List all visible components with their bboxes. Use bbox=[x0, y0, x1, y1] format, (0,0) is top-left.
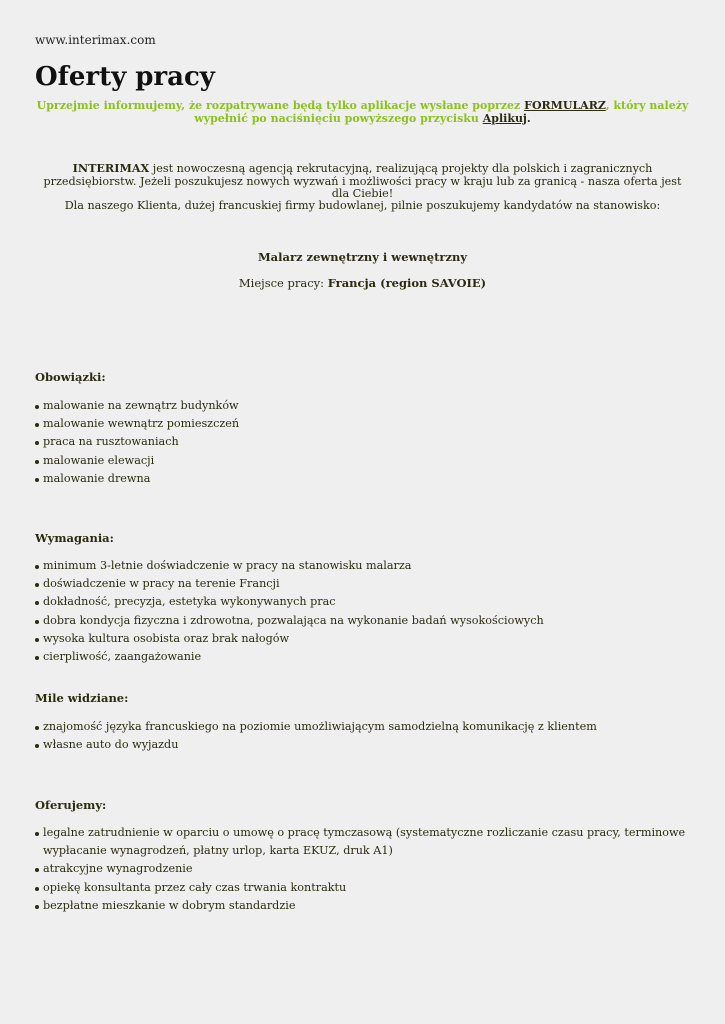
job-position: Malarz zewnętrzny i wewnętrzny bbox=[257, 250, 468, 264]
list-item: malowanie wewnątrz pomieszczeń bbox=[35, 415, 690, 433]
list-item: bezpłatne mieszkanie w dobrym standardzie bbox=[35, 897, 690, 915]
list-item: praca na rusztowaniach bbox=[35, 433, 690, 451]
location-value: Francja (region SAVOIE) bbox=[327, 276, 487, 290]
list-item: wysoka kultura osobista oraz brak nałogów bbox=[35, 630, 690, 648]
location-label: Miejsce pracy: bbox=[238, 276, 328, 290]
list-item: minimum 3-letnie doświadczenie w pracy na stanowisku malarza bbox=[35, 557, 690, 575]
notice-text-before: Uprzejmie informujemy, że rozpatrywane będą tylko aplikacje wysłane poprzez bbox=[36, 99, 525, 112]
apply-link[interactable]: Aplikuj bbox=[482, 111, 527, 125]
notice-text-end: . bbox=[526, 111, 531, 125]
application-notice bbox=[35, 100, 690, 125]
intro-text: jest nowoczesną agencją rekrutacyjną, realizującą projekty dla polskich i zagranicznych przedsiębiorstw. Jeżeli poszukujesz nowych wyzwań i możliwości pracy w kraju lub za granicą - nasza oferta jest dla Ciebie! bbox=[43, 162, 682, 200]
offer-list bbox=[35, 824, 690, 915]
list-item: malowanie elewacji bbox=[35, 452, 690, 470]
list-item: własne auto do wyjazdu bbox=[35, 736, 690, 754]
list-item: dobra kondycja fizyczna i zdrowotna, pozwalająca na wykonanie badań wysokościowych bbox=[35, 612, 690, 630]
company-name: INTERIMAX bbox=[72, 161, 150, 175]
list-item: cierpliwość, zaangażowanie bbox=[35, 648, 690, 666]
list-item: atrakcyjne wynagrodzenie bbox=[35, 860, 690, 878]
requirements-list bbox=[35, 557, 690, 666]
requirements-heading: Wymagania: bbox=[35, 531, 114, 545]
nice-to-have-list bbox=[35, 718, 690, 754]
nice-to-have-heading: Mile widziane: bbox=[35, 691, 129, 705]
list-item: dokładność, precyzja, estetyka wykonywanych prac bbox=[35, 593, 690, 611]
site-url: www.interimax.com bbox=[35, 33, 156, 47]
client-description: Dla naszego Klienta, dużej francuskiej firmy budowlanej, pilnie poszukujemy kandydatów na stanowisko: bbox=[64, 199, 661, 212]
page-title: Oferty pracy bbox=[35, 62, 215, 92]
offer-heading: Oferujemy: bbox=[35, 798, 107, 812]
duties-list bbox=[35, 397, 690, 488]
duties-heading: Obowiązki: bbox=[35, 370, 106, 384]
list-item: malowanie drewna bbox=[35, 470, 690, 488]
list-item: znajomość języka francuskiego na poziomie umożliwiającym samodzielną komunikację z klientem bbox=[35, 718, 690, 736]
company-intro bbox=[35, 162, 690, 201]
list-item: doświadczenie w pracy na terenie Francji bbox=[35, 575, 690, 593]
list-item: legalne zatrudnienie w oparciu o umowę o pracę tymczasową (systematyczne rozliczanie czasu pracy, terminowe wypłacanie wynagrodzeń, płatny urlop, karta EKUZ, druk A1) bbox=[35, 824, 690, 860]
form-link[interactable]: FORMULARZ bbox=[524, 99, 606, 112]
list-item: opiekę konsultanta przez cały czas trwania kontraktu bbox=[35, 879, 690, 897]
job-location bbox=[35, 276, 690, 290]
notice-text-middle: , który należy wypełnić po naciśnięciu powyższego przycisku bbox=[194, 99, 689, 125]
list-item: malowanie na zewnątrz budynków bbox=[35, 397, 690, 415]
